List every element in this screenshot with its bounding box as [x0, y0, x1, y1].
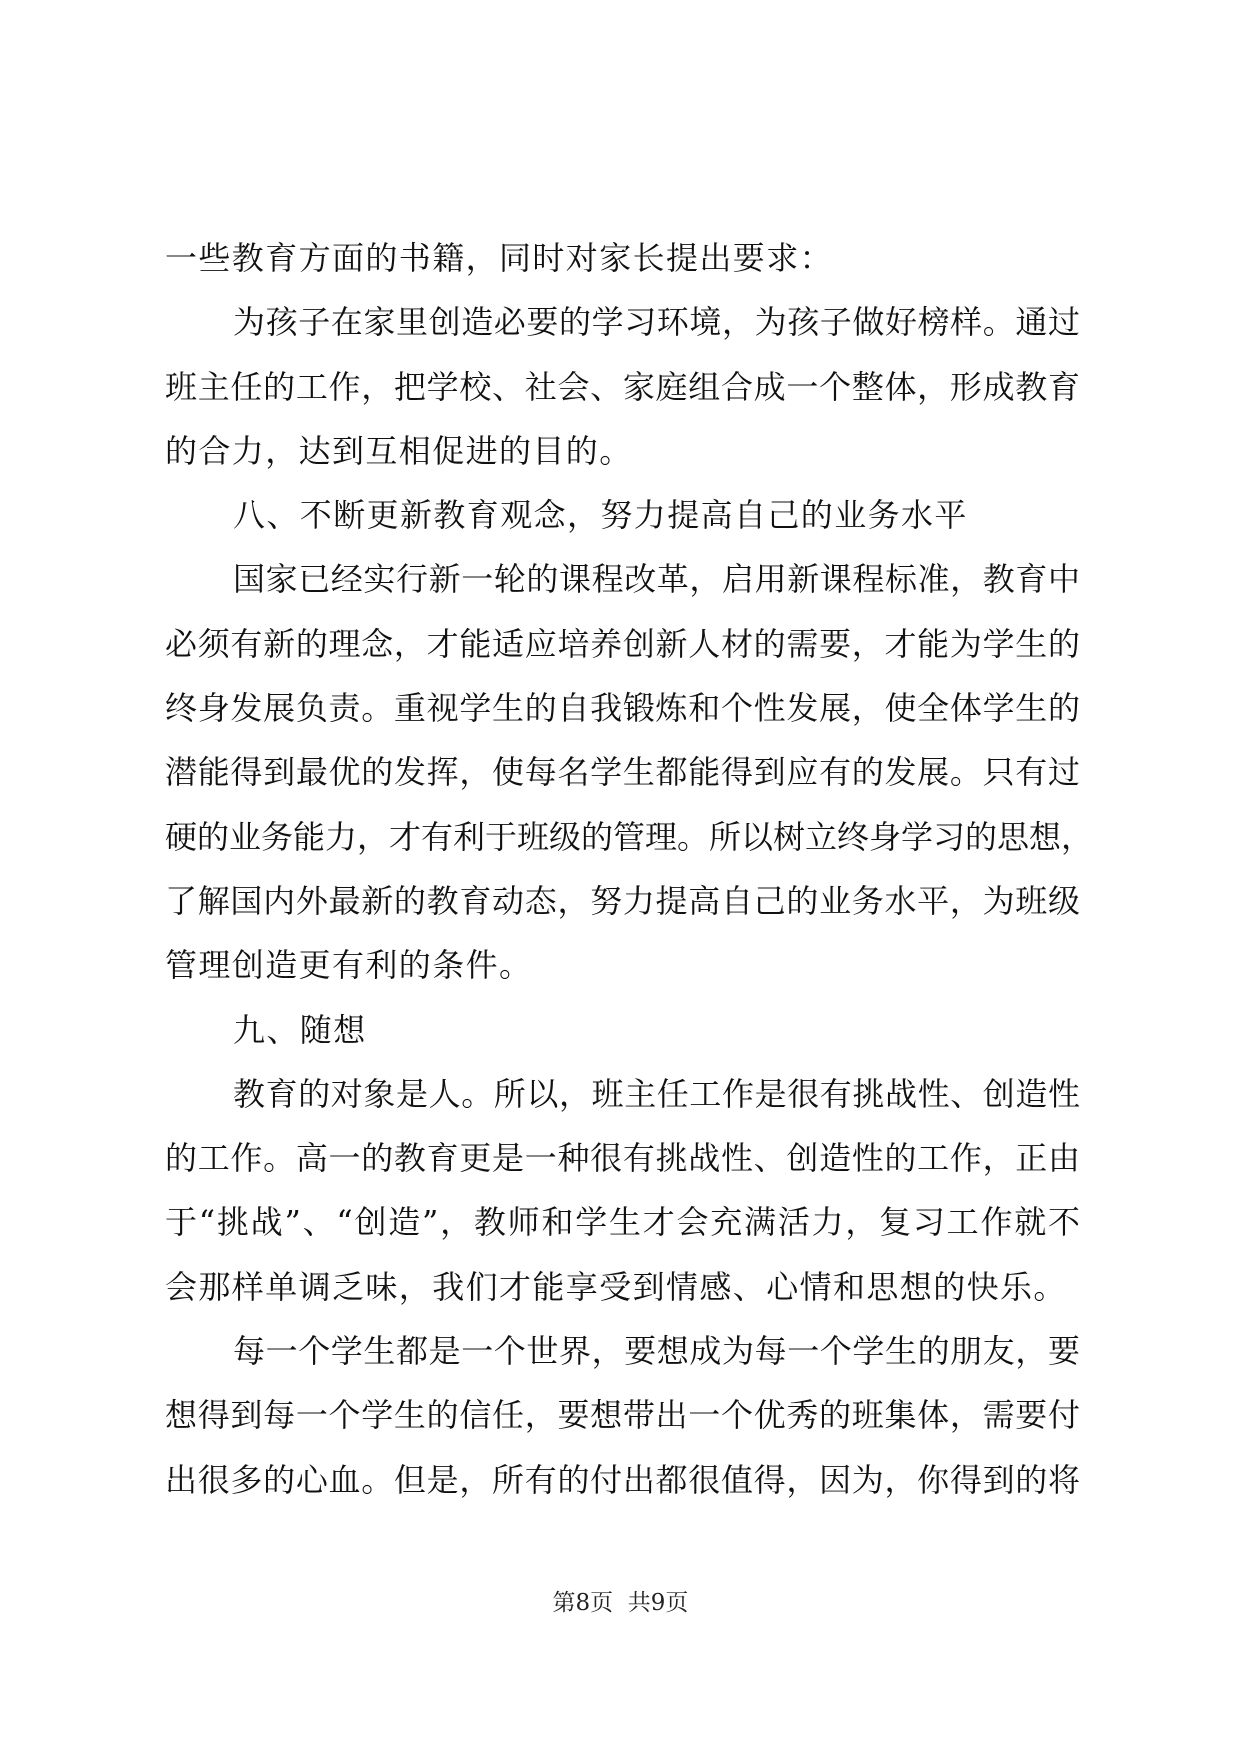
text-line: 硬的业务能力，才有利于班级的管理。所以树立终身学习的思想，	[165, 817, 1094, 856]
text-line: 为孩子在家里创造必要的学习环境，为孩子做好榜样。通过	[233, 303, 1080, 342]
text-line: 于“挑战”、“创造”，教师和学生才会充满活力，复习工作就不	[165, 1203, 1080, 1242]
text-line: 国家已经实行新一轮的课程改革，启用新课程标准，教育中	[233, 560, 1080, 599]
document-body	[165, 226, 1094, 1512]
text-line: 终身发展负责。重视学生的自我锻炼和个性发展，使全体学生的	[165, 689, 1080, 728]
text-line: 管理创造更有利的条件。	[165, 946, 533, 985]
page-footer	[0, 1588, 1241, 1618]
text-line: 的工作。高一的教育更是一种很有挑战性、创造性的工作，正由	[165, 1139, 1080, 1178]
text-line: 班主任的工作，把学校、社会、家庭组合成一个整体，形成教育	[165, 367, 1080, 406]
text-line: 每一个学生都是一个世界，要想成为每一个学生的朋友，要	[233, 1332, 1080, 1371]
text-line: 教育的对象是人。所以，班主任工作是很有挑战性、创造性	[233, 1074, 1080, 1113]
text-line: 会那样单调乏味，我们才能享受到情感、心情和思想的快乐。	[165, 1267, 1067, 1306]
section-heading: 八、不断更新教育观念，努力提高自己的业务水平	[233, 496, 968, 535]
section-heading: 九、随想	[233, 1010, 367, 1049]
text-line: 想得到每一个学生的信任，要想带出一个优秀的班集体，需要付	[165, 1396, 1080, 1435]
page-number: 第8页 共9页	[552, 1590, 689, 1616]
text-line: 必须有新的理念，才能适应培养创新人材的需要，才能为学生的	[165, 624, 1080, 663]
text-line: 出很多的心血。但是，所有的付出都很值得，因为，你得到的将	[165, 1460, 1080, 1499]
text-line: 一些教育方面的书籍，同时对家长提出要求：	[165, 239, 834, 277]
text-line: 了解国内外最新的教育动态，努力提高自己的业务水平，为班级	[165, 881, 1080, 920]
text-line: 的合力，达到互相促进的目的。	[165, 431, 633, 470]
text-line: 潜能得到最优的发挥，使每名学生都能得到应有的发展。只有过	[165, 753, 1080, 792]
